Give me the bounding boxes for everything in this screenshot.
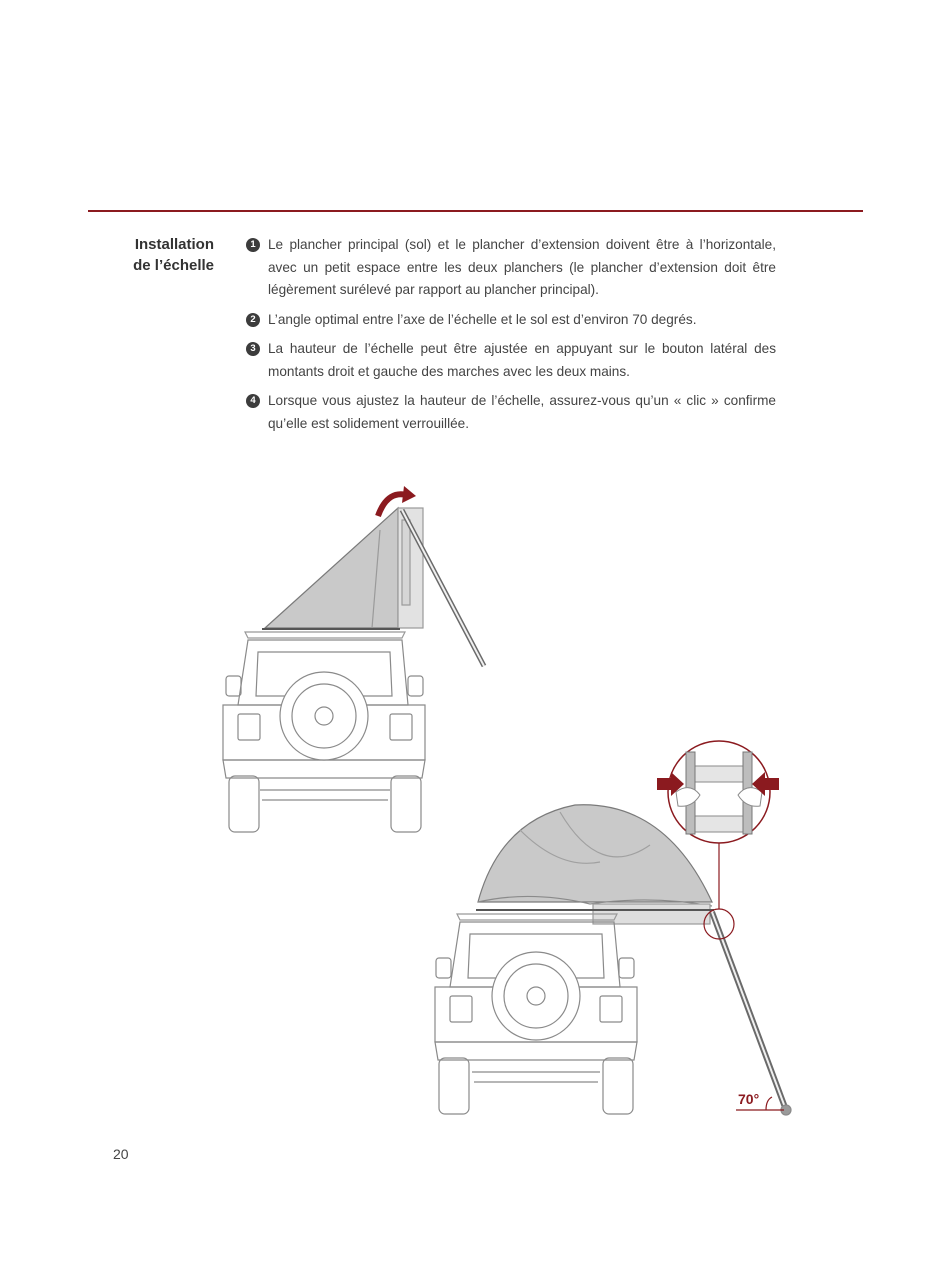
angle-label: 70°: [738, 1091, 760, 1107]
section-title-line-2: de l’échelle: [133, 257, 214, 274]
step-number-badge: 2: [246, 313, 260, 327]
step-number-badge: 1: [246, 238, 260, 252]
section-title-line-1: Installation: [134, 236, 214, 253]
step-text: La hauteur de l’échelle peut être ajustée en appuyant sur le bouton latéral des montants droit et gauche des marches avec les deux mains.: [268, 341, 776, 379]
step-number-badge: 4: [246, 394, 260, 408]
page-number: 20: [113, 1146, 129, 1162]
vehicle-tent-opening-illustration: [223, 508, 484, 832]
step-text: L’angle optimal entre l’axe de l’échelle et le sol est d’environ 70 degrés.: [268, 311, 697, 327]
step-number-badge: 3: [246, 342, 260, 356]
vehicle-tent-deployed-illustration: [435, 805, 791, 1115]
step-text: Le plancher principal (sol) et le plancher d’extension doivent être à l’horizontale, avec un petit espace entre les deux planchers (le plancher d’extension doit être légèrement surélevé par rapport au plancher principal).: [268, 237, 776, 297]
step-text: Lorsque vous ajustez la hauteur de l’échelle, assurez-vous qu’un « clic » confirme qu’elle est solidement verrouillée.: [268, 393, 776, 431]
rotation-arrowhead-icon: [402, 486, 416, 503]
